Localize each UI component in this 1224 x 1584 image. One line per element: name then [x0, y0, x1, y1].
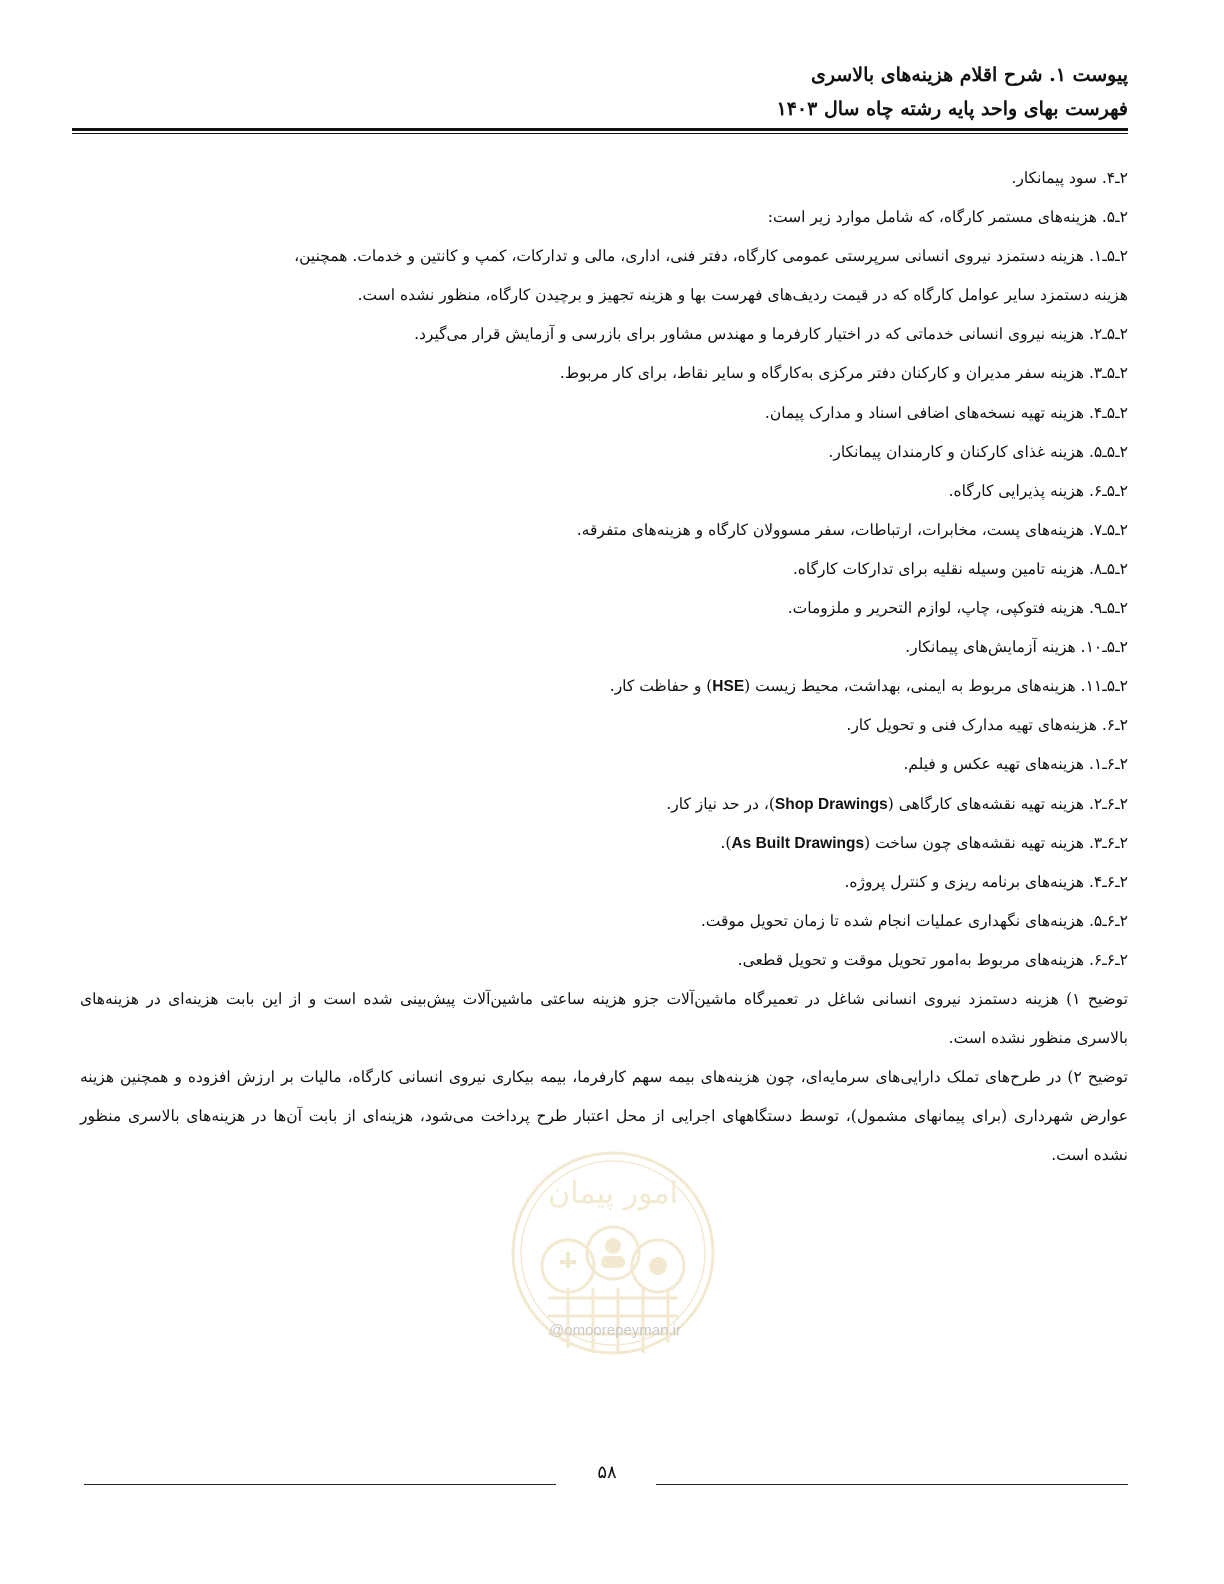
list-item: ۲ـ۵ـ۱. هزینه دستمزد نیروی انسانی سرپرستی عمومی کارگاه، دفتر فنی، اداری، مالی و تدارکات، کمپ و کانتین و خدمات. همچنین، — [294, 247, 1128, 266]
watermark-url: @omoorepeyman.ir — [549, 1322, 681, 1339]
asbuilt-text-before: ۲ـ۶ـ۳. هزینه تهیه نقشه‌های چون ساخت ( — [864, 833, 1128, 852]
hse-text-after: ) و حفاظت کار. — [609, 677, 713, 696]
list-item: ۲ـ۴. سود پیمانکار. — [1011, 169, 1128, 187]
header-rule-thick — [72, 128, 1128, 131]
list-item: ۲ـ۵ـ۹. هزینه فتوکپی، چاپ، لوازم التحریر و ملزومات. — [787, 599, 1128, 618]
list-item: ۲ـ۶. هزینه‌های تهیه مدارک فنی و تحویل کار. — [846, 716, 1128, 735]
note-2: توضیح ۲) در طرح‌های تملک دارایی‌های سرمایه‌ای، چون هزینه‌های بیمه سهم کارفرما، بیمه بیکاری نیروی انسانی کارگاه، مالیات بر ارزش افزوده و همچنین هزینه عوارض شهرداری (برای پیمانهای مشمول)، توسط دستگاههای اجرایی از محل اعتبار طرح پرداخت می‌شود، هزینه‌ای از بابت آن‌ها در هزینه‌های بالاسری منظور نشده است. — [80, 1068, 1128, 1165]
page-header — [72, 58, 1128, 126]
list-item-hse — [80, 667, 1128, 706]
footer-rule-left — [84, 1484, 556, 1485]
header-rule-thin — [72, 133, 1128, 134]
document-body — [80, 159, 1128, 1175]
list-item: ۲ـ۵ـ۴. هزینه تهیه نسخه‌های اضافی اسناد و مدارک پیمان. — [764, 403, 1128, 422]
shop-text-after: )، در حد نیاز کار. — [666, 794, 775, 813]
header-appendix-title: پیوست ۱. شرح اقلام هزینه‌های بالاسری — [810, 64, 1128, 86]
shop-text-before: ۲ـ۶ـ۲. هزینه تهیه نقشه‌های کارگاهی ( — [887, 794, 1128, 813]
list-item: ۲ـ۵ـ۳. هزینه سفر مدیران و کارکنان دفتر مرکزی به‌کارگاه و سایر نقاط، برای کار مربوط. — [559, 364, 1128, 383]
shop-drawings-term: Shop Drawings — [774, 795, 888, 813]
list-item: ۲ـ۵ـ۱۰. هزینه آزمایش‌های پیمانکار. — [905, 638, 1128, 657]
header-document-title: فهرست بهای واحد پایه رشته چاه سال ۱۴۰۳ — [776, 98, 1128, 120]
watermark-logo-text: امور پیمان — [548, 1176, 678, 1211]
as-built-drawings-term: As Built Drawings — [731, 834, 865, 852]
hse-abbreviation: HSE — [712, 678, 745, 696]
footer-rule-right — [656, 1484, 1128, 1485]
asbuilt-text-after: ). — [720, 833, 732, 852]
list-item-as-built — [80, 824, 1128, 863]
list-item: ۲ـ۶ـ۴. هزینه‌های برنامه ریزی و کنترل پروژه. — [844, 872, 1128, 891]
list-item-continuation: هزینه دستمزد سایر عوامل کارگاه که در قیمت ردیف‌های فهرست بها و هزینه تجهیز و برچیدن کارگاه، منظور نشده است. — [357, 286, 1128, 305]
list-item: ۲ـ۵ـ۶. هزینه پذیرایی کارگاه. — [948, 481, 1128, 500]
list-item: ۲ـ۵ـ۵. هزینه غذای کارکنان و کارمندان پیمانکار. — [828, 442, 1128, 461]
list-item: ۲ـ۶ـ۵. هزینه‌های نگهداری عملیات انجام شده تا زمان تحویل موقت. — [700, 911, 1128, 930]
list-item: ۲ـ۶ـ۱. هزینه‌های تهیه عکس و فیلم. — [903, 755, 1128, 774]
note-1: توضیح ۱) هزینه دستمزد نیروی انسانی شاغل در تعمیرگاه ماشین‌آلات جزو هزینه ساعتی ماشین‌آلات پیش‌بینی شده است و از این بابت هزینه‌ای در هزینه‌های بالاسری منظور نشده است. — [80, 989, 1129, 1048]
list-item: ۲ـ۵ـ۸. هزینه تامین وسیله نقلیه برای تدارکات کارگاه. — [792, 559, 1128, 578]
hse-text-before: ۲ـ۵ـ۱۱. هزینه‌های مربوط به ایمنی، بهداشت، محیط زیست ( — [744, 677, 1128, 696]
list-item: ۲ـ۵ـ۲. هزینه نیروی انسانی خدماتی که در اختیار کارفرما و مهندس مشاور برای بازرسی و آزمایش قرار می‌گیرد. — [414, 325, 1128, 344]
list-item: ۲ـ۶ـ۶. هزینه‌های مربوط به‌امور تحویل موقت و تحویل قطعی. — [737, 950, 1128, 969]
list-item: ۲ـ۵. هزینه‌های مستمر کارگاه، که شامل موارد زیر است: — [767, 208, 1128, 227]
list-item: ۲ـ۵ـ۷. هزینه‌های پست، مخابرات، ارتباطات، سفر مسوولان کارگاه و هزینه‌های متفرقه. — [576, 520, 1128, 539]
list-item-shop-drawings — [80, 785, 1128, 824]
page-number: ۵۸ — [597, 1462, 617, 1483]
